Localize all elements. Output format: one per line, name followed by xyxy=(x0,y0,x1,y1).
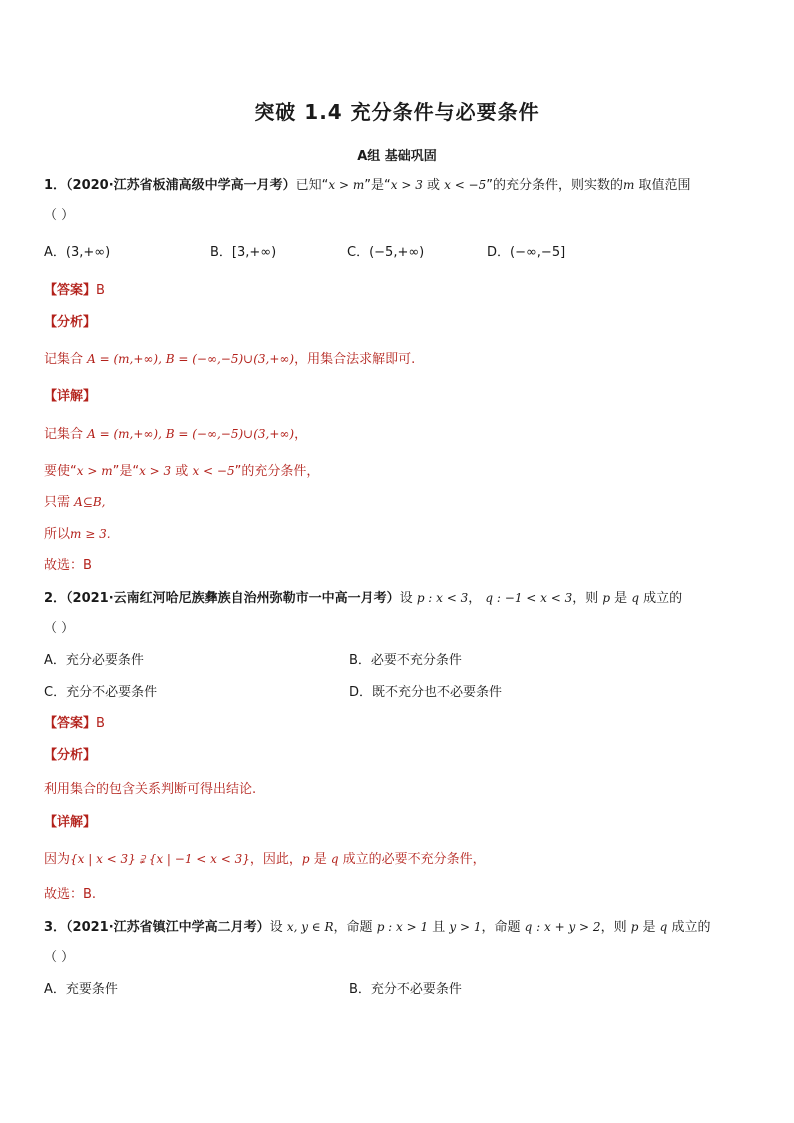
question-2-analysis: 利用集合的包含关系判断可得出结论. xyxy=(44,782,257,797)
choice-label: 故选： xyxy=(44,558,84,573)
math-expr: x > 3 xyxy=(139,464,172,478)
math-expr: p xyxy=(602,591,611,605)
question-3-option-b: B．充分不必要条件 xyxy=(349,982,462,997)
question-1-option-b: B．[3,+∞) xyxy=(210,245,277,260)
question-1-detail-line-4 xyxy=(44,525,111,544)
stem-text: 已知“ xyxy=(295,178,329,193)
math-expr: q xyxy=(659,920,668,934)
math-expr: x > 3 xyxy=(390,178,423,192)
math-expr: y > 1 xyxy=(449,920,482,934)
question-1-option-c: C．(−5,+∞) xyxy=(347,245,425,260)
detail-label: 【详解】 xyxy=(44,815,97,830)
math-expr: A⊆B, xyxy=(74,495,106,509)
question-number: 3． xyxy=(44,920,67,935)
page-title: 突破 1.4 充分条件与必要条件 xyxy=(254,100,540,124)
stem-text: 设 xyxy=(399,591,417,606)
question-source: （2021·云南红河哈尼族彝族自治州弥勒市一中高一月考） xyxy=(66,591,400,606)
math-expr: p xyxy=(630,920,639,934)
detail-text: 要使“ xyxy=(44,464,77,479)
math-expr: {x | x < 3} ⫌ {x | −1 < x < 3} xyxy=(70,852,250,866)
stem-text: 设 xyxy=(269,920,287,935)
math-expr: x > m xyxy=(328,178,365,192)
question-1-answer xyxy=(44,282,105,300)
question-2-paren: （ ） xyxy=(44,621,75,636)
math-expr: x < −5 xyxy=(192,464,235,478)
choice-label: 故选： xyxy=(44,887,84,902)
choice-value: B xyxy=(83,558,92,573)
math-expr: x > m xyxy=(76,464,113,478)
math-expr: A = (m,+∞), B = (−∞,−5)∪(3,+∞) xyxy=(87,352,295,366)
math-expr: x, y ∈ R xyxy=(286,920,334,934)
stem-text: 成立的 xyxy=(639,591,683,606)
stem-text: ”的充分条件，则实数的 xyxy=(486,178,623,193)
question-3-paren: （ ） xyxy=(44,950,75,965)
stem-text: ，命题 xyxy=(333,920,377,935)
question-source: （2021·江苏省镇江中学高二月考） xyxy=(66,920,270,935)
stem-text: ，则 xyxy=(600,920,631,935)
question-3-stem xyxy=(44,918,710,937)
detail-text: 或 xyxy=(171,464,193,479)
question-2-detail-label xyxy=(44,814,96,832)
question-source: （2020·江苏省板浦高级中学高一月考） xyxy=(66,178,296,193)
stem-text: ， xyxy=(468,591,486,606)
question-2-stem xyxy=(44,589,682,608)
question-2-answer xyxy=(44,715,105,733)
stem-text: 是 xyxy=(610,591,632,606)
math-expr: x < −5 xyxy=(444,178,487,192)
stem-text: 是 xyxy=(638,920,660,935)
question-1-detail-line-3 xyxy=(44,493,106,512)
detail-text: ， xyxy=(294,427,308,442)
stem-text: 且 xyxy=(428,920,450,935)
detail-text: 因为 xyxy=(44,852,71,867)
answer-value: B xyxy=(96,716,105,731)
stem-text: ，命题 xyxy=(481,920,525,935)
question-1-detail-label xyxy=(44,388,96,406)
detail-text: ”的充分条件， xyxy=(234,464,320,479)
detail-text: 成立的必要不充分条件， xyxy=(338,852,486,867)
question-1-analysis xyxy=(44,350,415,369)
question-1-option-d: D．(−∞,−5] xyxy=(487,245,566,260)
answer-label: 【答案】 xyxy=(44,716,97,731)
math-expr: q : x + y > 2 xyxy=(524,920,601,934)
detail-text: 只需 xyxy=(44,495,75,510)
choice-value: B. xyxy=(83,887,97,902)
question-number: 1． xyxy=(44,178,67,193)
math-expr: q xyxy=(330,852,339,866)
question-1-detail-line-1 xyxy=(44,425,307,444)
detail-text: 所以 xyxy=(44,527,71,542)
detail-text: ，因此， xyxy=(249,852,302,867)
detail-text: 记集合 xyxy=(44,427,88,442)
analysis-text: 记集合 xyxy=(44,352,88,367)
section-heading: A组 基础巩固 xyxy=(357,149,437,164)
math-expr: m ≥ 3. xyxy=(70,527,111,541)
question-2-analysis-label xyxy=(44,747,96,765)
math-expr: q xyxy=(631,591,639,605)
stem-text: 取值范围 xyxy=(634,178,691,193)
analysis-label: 【分析】 xyxy=(44,315,97,330)
question-1-choice xyxy=(44,557,92,575)
question-2-option-d: D．既不充分也不必要条件 xyxy=(349,685,503,700)
question-2-choice xyxy=(44,886,96,904)
math-expr: m xyxy=(623,178,635,192)
stem-text: ，则 xyxy=(572,591,603,606)
question-number: 2． xyxy=(44,591,67,606)
detail-text: ”是“ xyxy=(112,464,140,479)
question-2-detail xyxy=(44,850,486,869)
math-expr: A = (m,+∞), B = (−∞,−5)∪(3,+∞) xyxy=(87,427,295,441)
question-1-analysis-label xyxy=(44,314,96,332)
math-expr: q : −1 < x < 3 xyxy=(485,591,573,605)
math-expr: p : x < 3 xyxy=(416,591,469,605)
question-1-detail-line-2 xyxy=(44,462,319,481)
question-1-stem xyxy=(44,176,691,195)
stem-text: 或 xyxy=(422,178,445,193)
question-3-option-a: A．充要条件 xyxy=(44,982,118,997)
question-1-option-a: A．(3,+∞) xyxy=(44,245,111,260)
math-expr: p xyxy=(301,852,310,866)
question-2-option-b: B．必要不充分条件 xyxy=(349,653,462,668)
detail-text: 是 xyxy=(309,852,331,867)
stem-text: ”是“ xyxy=(364,178,391,193)
answer-label: 【答案】 xyxy=(44,283,97,298)
answer-value: B xyxy=(96,283,105,298)
math-expr: p : x > 1 xyxy=(376,920,429,934)
analysis-text: ，用集合法求解即可. xyxy=(294,352,416,367)
stem-text: 成立的 xyxy=(667,920,711,935)
question-2-option-c: C．充分不必要条件 xyxy=(44,685,158,700)
analysis-label: 【分析】 xyxy=(44,748,97,763)
question-2-option-a: A．充分必要条件 xyxy=(44,653,144,668)
question-1-paren: （ ） xyxy=(44,208,75,223)
detail-label: 【详解】 xyxy=(44,389,97,404)
